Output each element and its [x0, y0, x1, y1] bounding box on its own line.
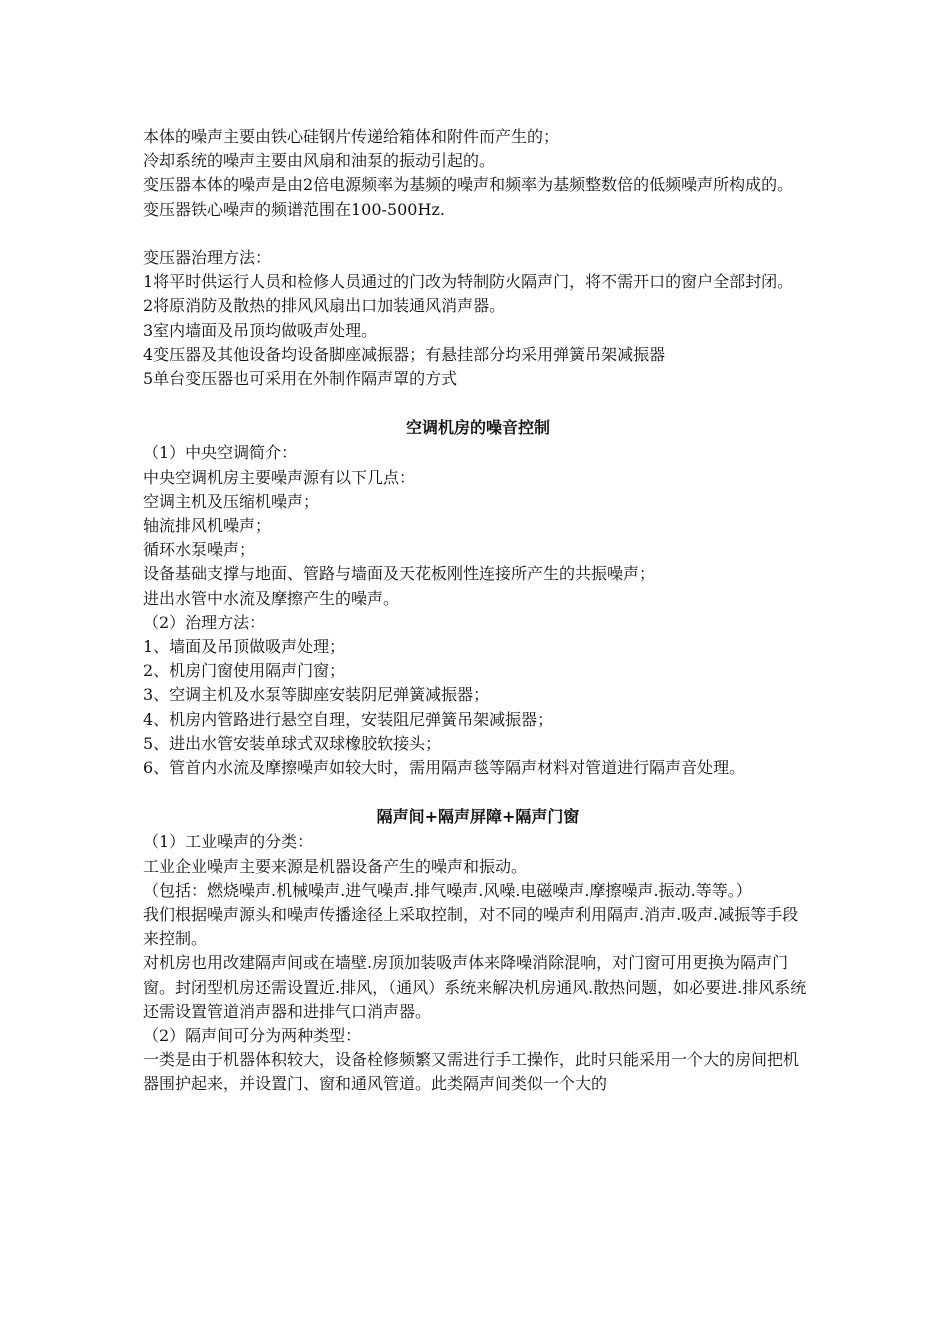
paragraph: 对机房也用改建隔声间或在墙壁.房顶加装吸声体来降噪消除混响，对门窗可用更换为隔声门窗。封闭型机房还需设置近.排风，（通风）系统来解决机房通风.散热问题，如必要进.排风系统还需设置管道消声器和进排气口消声器。 [143, 953, 807, 1021]
blank-line [143, 780, 813, 804]
method-item: 3室内墙面及吊顶均做吸声处理。 [143, 320, 378, 340]
method-item: 3、空调主机及水泵等脚座安装阴尼弹簧减振器； [143, 685, 490, 705]
subsection-title: （2）隔声间可分为两种类型： [143, 1026, 362, 1046]
method-item: 1将平时供运行人员和检修人员通过的门改为特制防火隔声门，将不需开口的窗户全部封闭。 [143, 272, 794, 292]
blank-line [143, 391, 813, 415]
subsection-title: （1）中央空调简介： [143, 443, 298, 463]
method-item: 2将原消防及散热的排风风扇出口加装通风消声器。 [143, 296, 506, 316]
paragraph: 轴流排风机噪声； [143, 516, 272, 536]
section-heading-room: 隔声间+隔声屏障+隔声门窗 [376, 807, 580, 827]
method-item: 4、机房内管路进行悬空自理，安装阻尼弹簧吊架减振器； [143, 709, 554, 729]
subsection-title: （2）治理方法： [143, 612, 266, 632]
blank-line [143, 222, 813, 246]
method-title: 变压器治理方法： [143, 248, 272, 267]
section-heading-ac: 空调机房的噪音控制 [405, 418, 550, 438]
paragraph: 本体的噪声主要由铁心硅钢片传递给箱体和附件而产生的； [143, 127, 560, 146]
method-item: 5单台变压器也可采用在外制作隔声罩的方式 [143, 369, 458, 389]
paragraph: 变压器本体的噪声是由2倍电源频率为基频的噪声和频率为基频整数倍的低频噪声所构成的。 [143, 175, 794, 195]
method-item: 6、管首内水流及摩擦噪声如较大时，需用隔声毯等隔声材料对管道进行隔声音处理。 [143, 758, 746, 778]
document-body [143, 125, 813, 1097]
paragraph: 一类是由于机器体积较大，设备栓修频繁又需进行手工操作，此时只能采用一个大的房间把机器围护起来，并设置门、窗和通风管道。此类隔声间类似一个大的 [143, 1050, 800, 1094]
paragraph: 我们根据噪声源头和噪声传播途径上采取控制，对不同的噪声利用隔声.消声.吸声.减振等手段来控制。 [143, 905, 799, 949]
paragraph: 循环水泵噪声； [143, 540, 256, 560]
method-item: 4变压器及其他设备均设备脚座减振器；有悬挂部分均采用弹簧吊架减振器 [143, 344, 666, 364]
paragraph: 工业企业噪声主要来源是机器设备产生的噪声和振动。 [143, 856, 528, 876]
paragraph: （包括：燃烧噪声.机械噪声.进气噪声.排气噪声.风噪.电磁噪声.摩擦噪声.振动.等等。） [143, 880, 752, 900]
method-item: 5、进出水管安装单球式双球橡胶软接头； [143, 733, 442, 753]
method-item: 2、机房门窗使用隔声门窗； [143, 661, 346, 681]
paragraph: 变压器铁心噪声的频谱范围在100-500Hz. [143, 199, 445, 219]
paragraph: 空调主机及压缩机噪声； [143, 491, 320, 511]
paragraph: 冷却系统的噪声主要由风扇和油泵的振动引起的。 [143, 151, 496, 171]
paragraph: 进出水管中水流及摩擦产生的噪声。 [143, 588, 400, 608]
paragraph: 设备基础支撑与地面、管路与墙面及天花板刚性连接所产生的共振噪声； [143, 564, 656, 584]
method-item: 1、墙面及吊顶做吸声处理； [143, 637, 346, 657]
subsection-title: （1）工业噪声的分类： [143, 832, 314, 852]
paragraph: 中央空调机房主要噪声源有以下几点： [143, 467, 416, 487]
